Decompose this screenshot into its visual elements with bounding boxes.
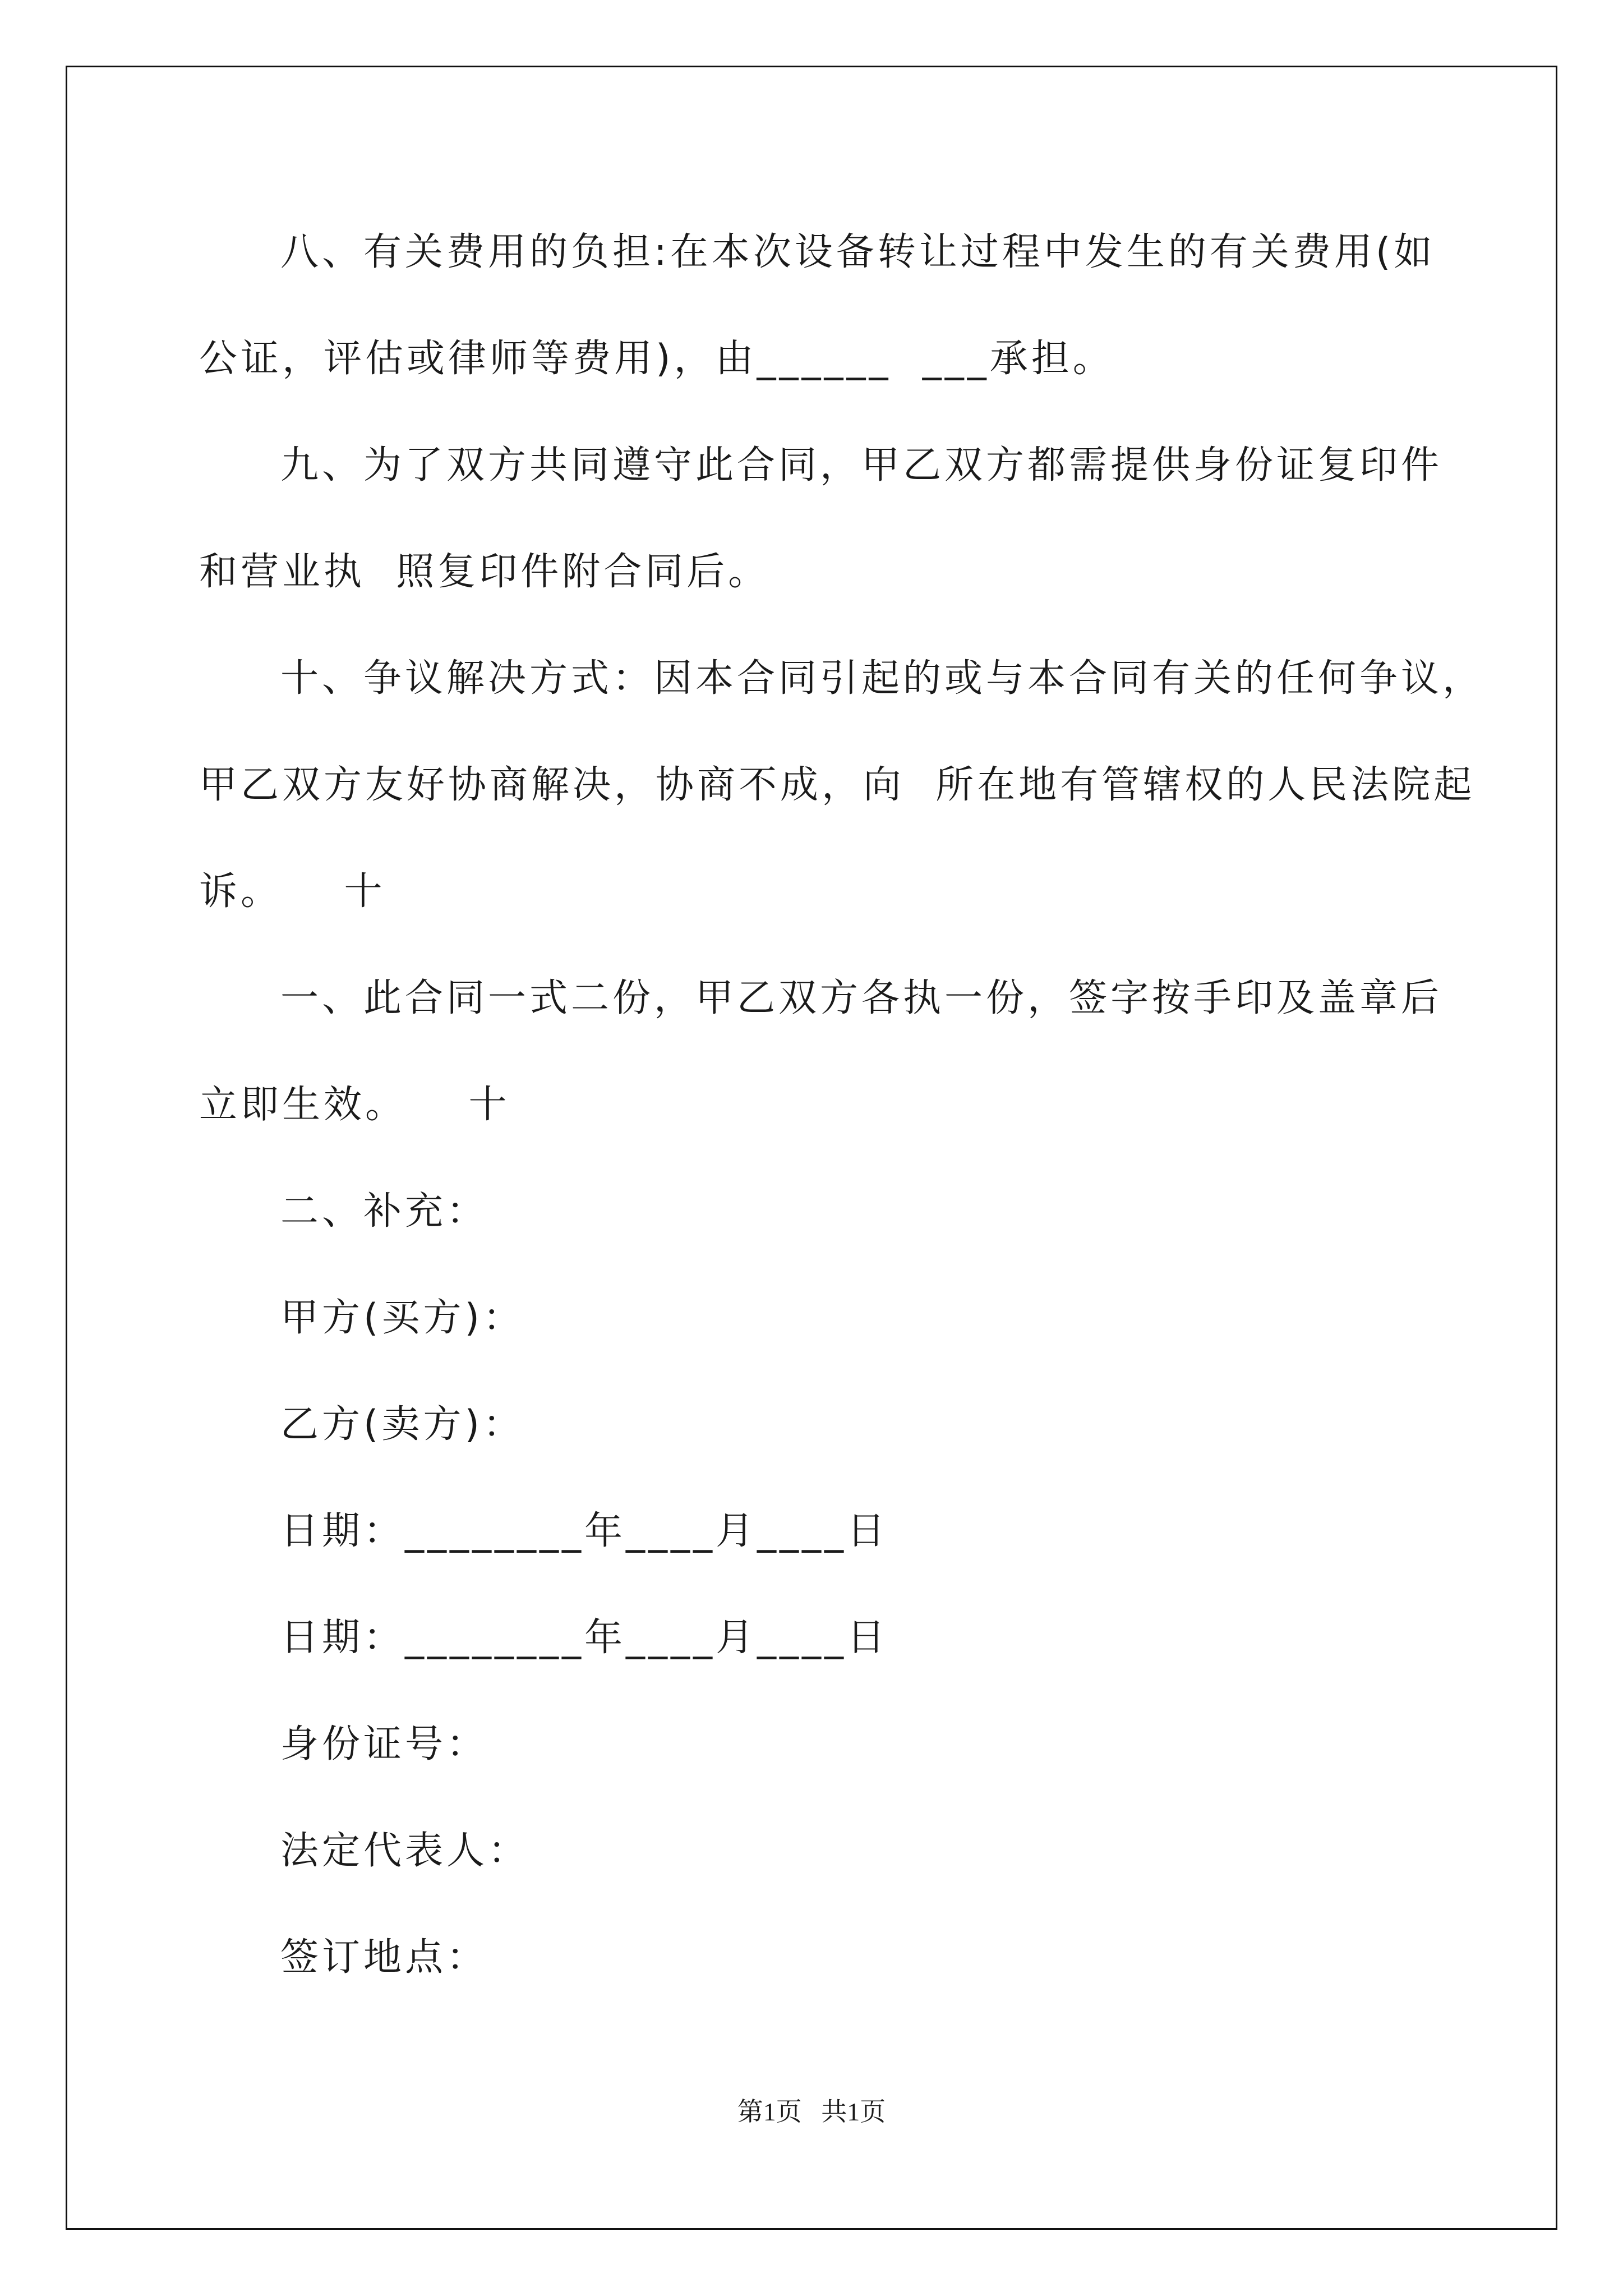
clause-11-line-1: 一、此合同一式二份，甲乙双方各执一份，签字按手印及盖章后	[280, 976, 1443, 1020]
legal-rep-field	[199, 1798, 529, 1904]
clause-12-line: 二、补充：	[280, 1189, 488, 1234]
date-label-2: 日期：________年____月____日	[280, 1616, 889, 1660]
clause-10-line-1: 十、争议解决方式：因本合同引起的或与本合同有关的任何争议，	[280, 656, 1484, 701]
id-number-field	[199, 1691, 488, 1798]
clause-10	[199, 625, 1484, 945]
id-number-label: 身份证号：	[280, 1722, 488, 1766]
date-field-2	[199, 1585, 888, 1691]
clause-10-line-2: 甲乙双方友好协商解决，协商不成，向 所在地有管辖权的人民法院起	[199, 763, 1476, 807]
clause-10-line-3: 诉。 十	[199, 869, 386, 914]
party-b-label: 乙方(卖方)：	[280, 1402, 525, 1447]
party-a-field	[199, 1265, 524, 1372]
clause-8-line-1: 八、有关费用的负担:在本次设备转让过程中发生的有关费用(如	[280, 230, 1436, 274]
clause-11-line-2: 立即生效。 十	[199, 1083, 510, 1127]
party-a-label: 甲方(买方)：	[280, 1296, 525, 1340]
clause-9	[199, 412, 1442, 625]
clause-11	[199, 945, 1442, 1158]
legal-rep-label: 法定代表人：	[280, 1829, 530, 1873]
clause-9-line-1: 九、为了双方共同遵守此合同，甲乙双方都需提供身份证复印件	[280, 443, 1443, 487]
clause-8-line-2: 公证，评估或律师等费用)，由______ ___承担。	[199, 337, 1114, 381]
party-b-field	[199, 1372, 524, 1478]
date-label-1: 日期：________年____月____日	[280, 1509, 889, 1553]
page-footer: 第1页 共1页	[737, 2097, 886, 2126]
clause-9-line-2: 和营业执 照复印件附合同后。	[199, 550, 770, 594]
sign-place-label: 签订地点：	[280, 1935, 488, 1980]
clause-12	[199, 1158, 488, 1265]
clause-8	[199, 199, 1435, 412]
date-field-1	[199, 1478, 888, 1585]
sign-place-field	[199, 1904, 488, 2011]
